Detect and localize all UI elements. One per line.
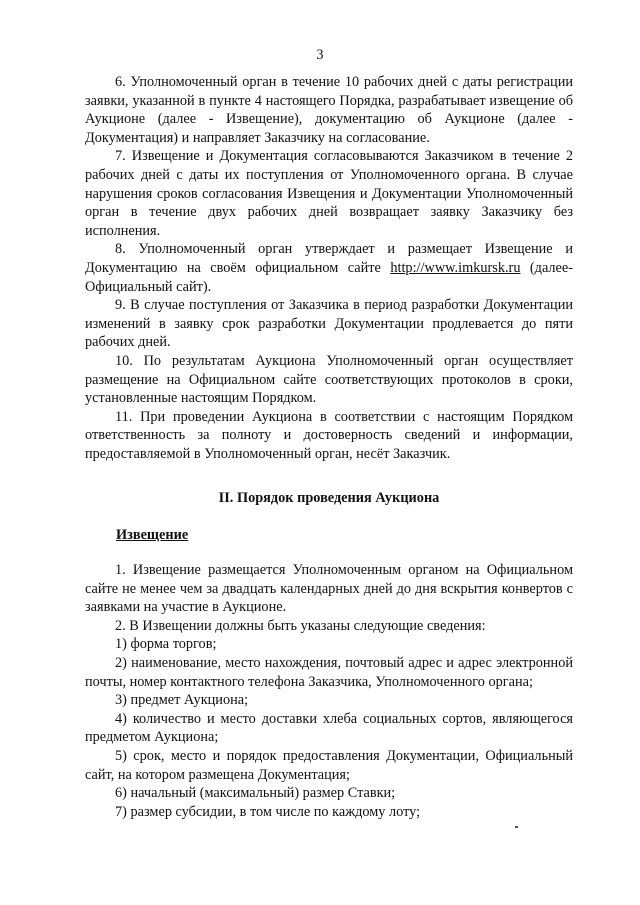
- paragraph-8-tail: (далее- Официальный сайт).: [85, 259, 574, 295]
- paragraph-8-text: 8. Уполномоченный орган утверждает и размещает Извещение и Документацию на своём официальном сайте: [85, 241, 573, 276]
- paragraph-2-1: 1. Извещение размещается Уполномоченным органом на Официальном сайте не менее чем за двадцать календарных дней до дня вскрытия конвертов с заявками на участие в Аукционе.: [85, 562, 573, 616]
- paragraph-11: 11. При проведении Аукциона в соответствии с настоящим Порядком ответственность за полноту и достоверность сведений и информации, предоставляемой в Уполномоченный орган, несёт Заказчик.: [85, 408, 573, 462]
- list-item-1: 1) форма торгов;: [115, 636, 217, 653]
- paragraph-2-2: 2. В Извещении должны быть указаны следующие сведения:: [115, 617, 486, 634]
- official-site-link[interactable]: http://www.imkursk.ru: [390, 259, 521, 276]
- list-item-2: 2) наименование, место нахождения, почтовый адрес и адрес электронной почты, номер контактного телефона Заказчика, Уполномоченного органа;: [85, 654, 573, 690]
- paragraph-9: 9. В случае поступления от Заказчика в период разработки Документации изменений в заявку срок разработки Документации продлевается до пяти рабочих дней.: [85, 297, 573, 351]
- list-item-7: 7) размер субсидии, в том числе по каждому лоту;: [115, 803, 421, 820]
- paragraph-6: 6. Уполномоченный орган в течение 10 рабочих дней с даты регистрации заявки, указанной в пункте 4 настоящего Порядка, разрабатывает извещение об Аукционе (далее - Извещение), документацию об Аукционе (далее - Документация) и направляет Заказчику на согласование.: [85, 74, 573, 146]
- paragraph-7: 7. Извещение и Документация согласовываются Заказчиком в течение 2 рабочих дней с даты их поступления от Уполномоченного органа. В случае нарушения сроков согласования Извещения и Документации Уполномоченный орган в течение двух рабочих дней возвращает заявку Заказчику без исполнения.: [85, 148, 573, 239]
- list-item-5: 5) срок, место и порядок предоставления Документации, Официальный сайт, на котором размещена Документация;: [85, 747, 573, 783]
- notice-subheading: Извещение: [116, 527, 189, 543]
- scan-speck: [515, 826, 518, 828]
- paragraph-8: [85, 240, 573, 296]
- section-2-heading: II. Порядок проведения Аукциона: [218, 490, 440, 506]
- list-item-4: 4) количество и место доставки хлеба социальных сортов, являющегося предметом Аукциона;: [85, 710, 573, 746]
- section-1-body: [85, 73, 573, 463]
- page-number: 3: [316, 47, 324, 63]
- list-item-6: 6) начальный (максимальный) размер Ставки;: [115, 785, 396, 802]
- paragraph-10: 10. По результатам Аукциона Уполномоченный орган осуществляет размещение на Официальном сайте соответствующих протоколов в сроки, установленные настоящим Порядком.: [85, 352, 573, 407]
- list-item-3: 3) предмет Аукциона;: [115, 692, 249, 709]
- section-2-body: [85, 561, 573, 821]
